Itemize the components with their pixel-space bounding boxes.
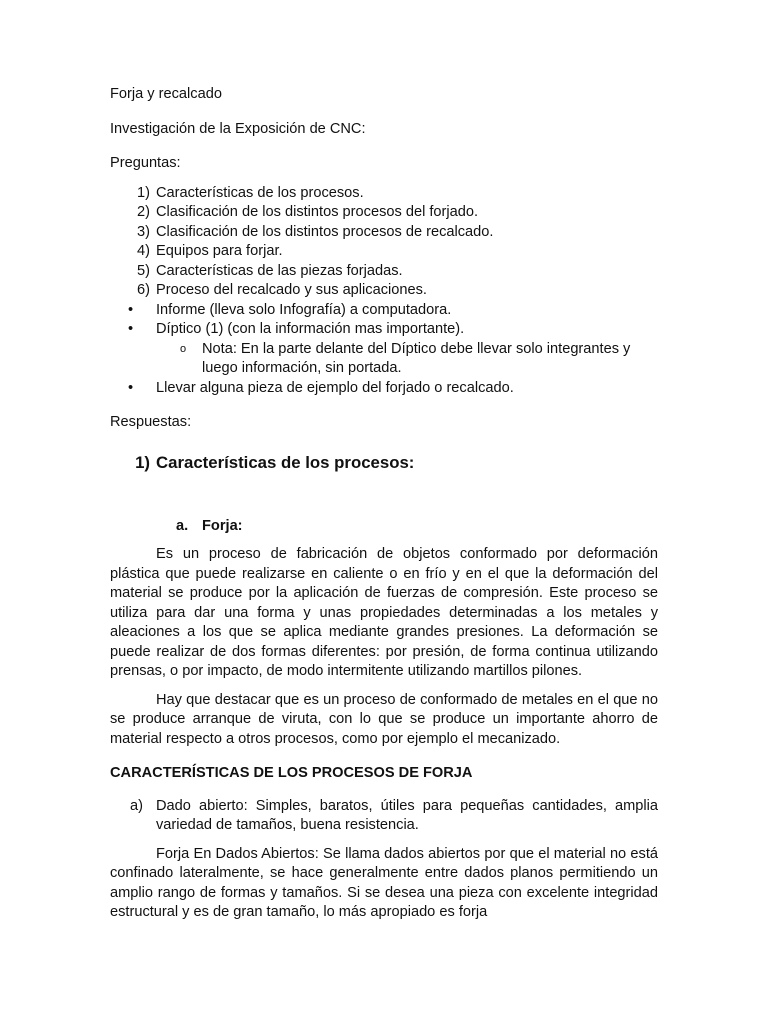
subsection-heading: a. Forja: bbox=[176, 517, 243, 534]
document-subtitle: Investigación de la Exposición de CNC: bbox=[110, 120, 366, 137]
list-item: • Díptico (1) (con la información mas importante). bbox=[128, 321, 465, 337]
list-item: 2) Clasificación de los distintos procesos del forjado. bbox=[137, 204, 479, 220]
note-item: o Nota: En la parte delante del Díptico debe llevar solo integrantes y luego información, sin portada. bbox=[180, 340, 631, 376]
questions-list bbox=[110, 184, 658, 340]
section-heading-caps: CARACTERÍSTICAS DE LOS PROCESOS DE FORJA bbox=[110, 765, 473, 781]
document-page bbox=[110, 85, 658, 923]
paragraph: Hay que destacar que es un proceso de conformado de metales en el que no se produce arranque de viruta, con lo que se produce un importante ahorro de material respecto a otros procesos, como por ejemplo el mecanizado. bbox=[110, 691, 658, 747]
list-item: a) Dado abierto: Simples, baratos, útiles para pequeñas cantidades, amplia variedad de tamaños, buena resistencia. bbox=[130, 797, 658, 833]
bullet-list-last bbox=[110, 379, 658, 399]
list-item: 3) Clasificación de los distintos procesos de recalcado. bbox=[137, 223, 494, 240]
list-item: • Informe (lleva solo Infografía) a computadora. bbox=[128, 301, 452, 318]
paragraph: Forja En Dados Abiertos: Se llama dados abiertos por que el material no está confinado lateralmente, se hace generalmente entre dados planos permitiendo un amplio rango de formas y tamaños. Si se desea una pieza con excelente integridad estructural y es de gran tamaño, lo más apropiado es forja bbox=[110, 845, 658, 920]
list-item: 5) Características de las piezas forjadas. bbox=[137, 262, 403, 279]
answers-label: Respuestas: bbox=[110, 414, 192, 430]
paragraph: Es un proceso de fabricación de objetos conformado por deformación plástica que puede realizarse en caliente o en frío y en el que la deformación del material se produce por la aplicación de fuerzas de compresión. Este proceso se utiliza para dar una forma y unas propiedades determinadas a los metales y aleaciones a los que se aplica mediante grandes presiones. La deformación se puede realizar de dos formas diferentes: por presión, de forma continua utilizando prensas, o por impacto, de modo intermitente utilizando martillos pilones. bbox=[110, 546, 658, 679]
list-item: 1) Características de los procesos. bbox=[137, 184, 364, 201]
circle-bullet-icon: o bbox=[180, 342, 187, 355]
section-heading: 1) Características de los procesos: bbox=[135, 452, 415, 472]
list-item: 6) Proceso del recalcado y sus aplicaciones. bbox=[137, 282, 427, 298]
questions-label: Preguntas: bbox=[110, 155, 181, 171]
list-item: • Llevar alguna pieza de ejemplo del forjado o recalcado. bbox=[128, 379, 514, 396]
document-title: Forja y recalcado bbox=[110, 86, 222, 102]
list-item: 4) Equipos para forjar. bbox=[137, 243, 283, 259]
